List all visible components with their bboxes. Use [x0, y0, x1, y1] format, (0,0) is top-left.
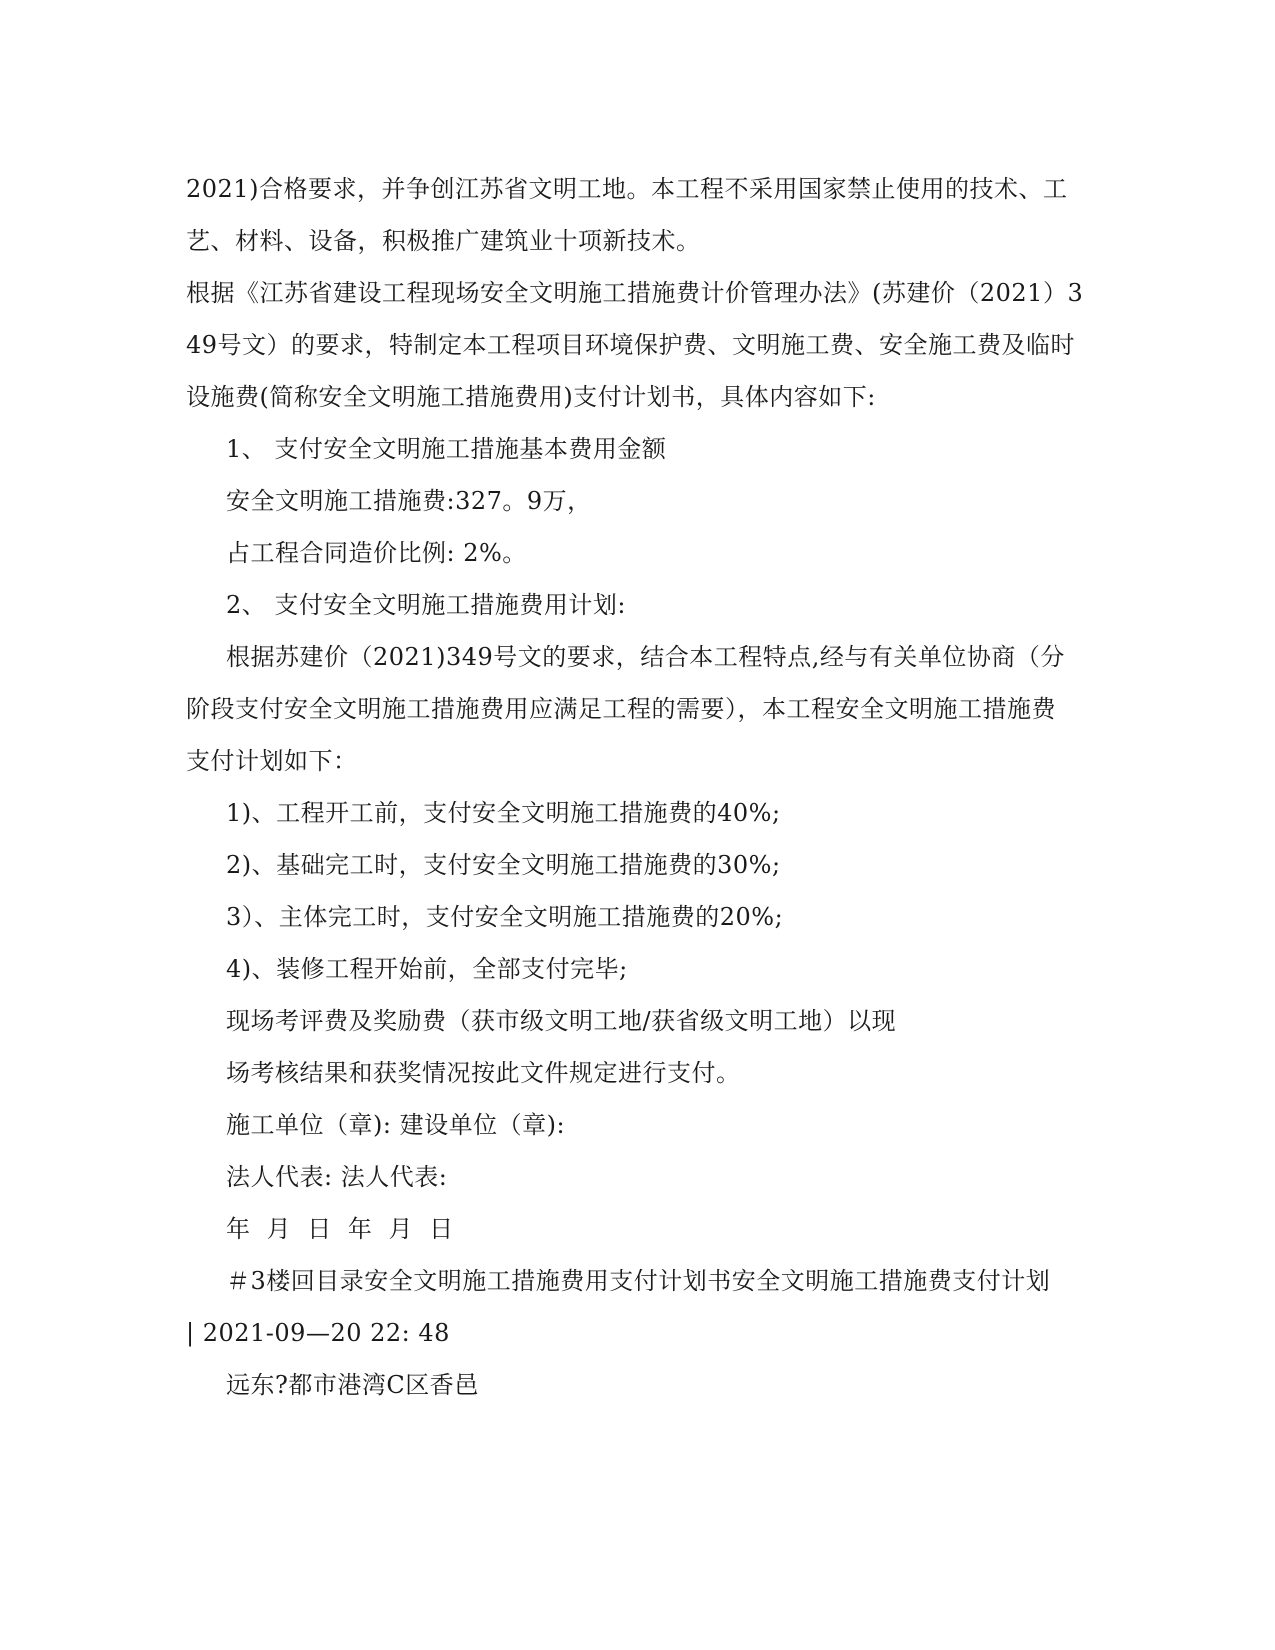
paragraph-line: 艺、材料、设备，积极推广建筑业十项新技术。 [186, 227, 701, 255]
section-heading: 2、 支付安全文明施工措施费用计划: [226, 591, 626, 619]
paragraph-line: 现场考评费及奖励费（获市级文明工地/获省级文明工地）以现 [226, 1007, 897, 1035]
paragraph-line: 支付计划如下： [186, 747, 358, 775]
footer-location: 远东?都市港湾C区香邑 [226, 1371, 479, 1399]
section-heading: 1、 支付安全文明施工措施基本费用金额 [226, 435, 667, 463]
signature-representatives: 法人代表: 法人代表: [226, 1163, 448, 1191]
footer-title: ＃3楼回目录安全文明施工措施费用支付计划书安全文明施工措施费支付计划 [226, 1267, 1051, 1295]
paragraph-line: 阶段支付安全文明施工措施费用应满足工程的需要），本工程安全文明施工措施费 [186, 695, 1056, 723]
footer-timestamp: | 2021-09—20 22: 48 [186, 1319, 450, 1347]
fee-amount: 安全文明施工措施费:327。9万， [226, 487, 592, 515]
payment-item: 3）、主体完工时，支付安全文明施工措施费的20%; [226, 903, 784, 931]
paragraph-line: 根据苏建价（2021)349号文的要求，结合本工程特点,经与有关单位协商（分 [226, 643, 1065, 671]
fee-ratio: 占工程合同造价比例: 2%。 [226, 539, 527, 567]
paragraph-line: 场考核结果和获奖情况按此文件规定进行支付。 [226, 1059, 741, 1087]
payment-item: 2)、基础完工时，支付安全文明施工措施费的30%; [226, 851, 781, 879]
paragraph-line: 49号文）的要求，特制定本工程项目环境保护费、文明施工费、安全施工费及临时 [186, 331, 1076, 359]
signature-dates: 年 月 日 年 月 日 [226, 1215, 454, 1243]
paragraph-line: 2021)合格要求，并争创江苏省文明工地。本工程不采用国家禁止使用的技术、工 [186, 175, 1068, 203]
payment-item: 1)、工程开工前，支付安全文明施工措施费的40%; [226, 799, 781, 827]
paragraph-line: 设施费(简称安全文明施工措施费用)支付计划书，具体内容如下: [186, 383, 876, 411]
payment-item: 4)、装修工程开始前，全部支付完毕; [226, 955, 628, 983]
paragraph-line: 根据《江苏省建设工程现场安全文明施工措施费计价管理办法》(苏建价（2021）3 [186, 279, 1084, 307]
signature-units: 施工单位（章): 建设单位（章): [226, 1111, 566, 1139]
